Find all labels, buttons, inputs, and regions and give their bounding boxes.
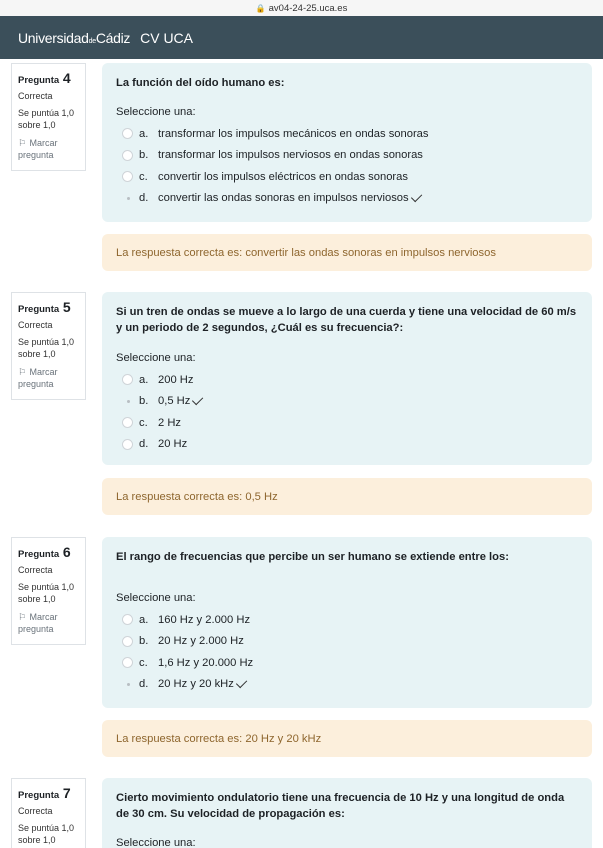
question-formulation (102, 778, 592, 848)
option-text: 20 Hz y 2.000 Hz (158, 635, 244, 648)
lock-icon: 🔒 (255, 3, 266, 13)
browser-url-bar[interactable] (0, 0, 603, 16)
question-info (11, 292, 86, 400)
question-state: Correcta (18, 565, 53, 575)
question-label: Pregunta (18, 304, 60, 315)
correct-check-icon (192, 394, 203, 405)
answer-option-d[interactable] (116, 434, 578, 456)
correct-answer-feedback: La respuesta correcta es: 20 Hz y 20 kHz (102, 720, 592, 757)
radio-button[interactable] (122, 417, 133, 428)
question-label: Pregunta (18, 790, 60, 801)
answer-prompt: Seleccione una: (116, 592, 196, 604)
flag-icon: ⚐ (18, 138, 27, 148)
top-navbar (0, 16, 603, 59)
answer-options (116, 123, 578, 209)
question-info (11, 537, 86, 645)
answer-option-b[interactable] (116, 391, 578, 413)
option-text: transformar los impulsos nerviosos en ondas sonoras (158, 149, 423, 162)
option-letter: b. (139, 635, 149, 648)
question-number-value: 5 (62, 299, 71, 315)
option-text: transformar los impulsos mecánicos en ondas sonoras (158, 127, 429, 140)
answer-option-c[interactable] (116, 166, 578, 188)
option-letter: a. (139, 373, 149, 386)
flag-question-link[interactable] (18, 137, 79, 161)
answer-option-a[interactable] (116, 369, 578, 391)
question-number-value: 6 (62, 544, 71, 560)
answer-option-d[interactable] (116, 188, 578, 210)
option-letter: b. (139, 149, 149, 162)
answer-options (116, 369, 578, 455)
url-text: av04-24-25.uca.es (268, 2, 348, 14)
flag-icon: ⚐ (18, 612, 27, 622)
question-formulation (102, 63, 592, 222)
option-letter: d. (139, 438, 149, 451)
question-number (18, 70, 79, 86)
question-grade: Se puntúa 1,0 sobre 1,0 (18, 337, 75, 359)
answer-prompt: Seleccione una: (116, 106, 196, 118)
question-state: Correcta (18, 806, 53, 816)
question-text: La función del oído humano es: (116, 77, 285, 89)
radio-button[interactable] (122, 150, 133, 161)
radio-button-selected[interactable] (122, 679, 133, 690)
answer-option-c[interactable] (116, 652, 578, 674)
brand-end: Cádiz (95, 29, 131, 46)
radio-button[interactable] (122, 374, 133, 385)
question-formulation (102, 292, 592, 465)
correct-check-icon (411, 191, 422, 202)
flag-icon: ⚐ (18, 367, 27, 377)
option-text: 20 Hz y 20 kHz (158, 678, 234, 691)
answer-option-b[interactable] (116, 145, 578, 167)
question-info (11, 778, 86, 848)
flag-label: Marcar pregunta (18, 138, 58, 160)
answer-options (116, 609, 578, 695)
answer-option-a[interactable] (116, 609, 578, 631)
option-text: 2 Hz (158, 416, 182, 429)
option-text: 160 Hz y 2.000 Hz (158, 613, 251, 626)
radio-button-selected[interactable] (122, 396, 133, 407)
option-letter: b. (139, 395, 149, 408)
question-text: Cierto movimiento ondulatorio tiene una frecuencia de 10 Hz y una longitud de onda de 30 cm. Su velocidad de propagación es: (116, 792, 565, 820)
correct-check-icon (236, 677, 247, 688)
question-number-value: 4 (62, 70, 71, 86)
question-label: Pregunta (18, 75, 60, 86)
option-letter: c. (139, 656, 148, 669)
option-letter: d. (139, 192, 149, 205)
question-text: Si un tren de ondas se mueve a lo largo de una cuerda y tiene una velocidad de 60 m/s y un periodo de 2 segundos, ¿Cuál es su frecuencia?: (116, 306, 577, 334)
question-number (18, 544, 79, 560)
radio-button-selected[interactable] (122, 193, 133, 204)
option-letter: a. (139, 127, 149, 140)
question-text: El rango de frecuencias que percibe un ser humano se extiende entre los: (116, 551, 509, 563)
option-letter: a. (139, 613, 149, 626)
correct-answer-feedback: La respuesta correcta es: convertir las ondas sonoras en impulsos nerviosos (102, 234, 592, 271)
flag-label: Marcar pregunta (18, 367, 58, 389)
radio-button[interactable] (122, 614, 133, 625)
question-info (11, 63, 86, 171)
question-state: Correcta (18, 91, 53, 101)
question-grade: Se puntúa 1,0 sobre 1,0 (18, 582, 75, 604)
radio-button[interactable] (122, 439, 133, 450)
answer-option-c[interactable] (116, 412, 578, 434)
answer-option-a[interactable] (116, 123, 578, 145)
university-logo[interactable] (18, 30, 130, 46)
radio-button[interactable] (122, 636, 133, 647)
flag-label: Marcar pregunta (18, 612, 58, 634)
radio-button[interactable] (122, 171, 133, 182)
brand-de: de (88, 37, 96, 45)
option-text: 0,5 Hz (158, 395, 191, 408)
radio-button[interactable] (122, 128, 133, 139)
site-name[interactable]: CV UCA (140, 29, 194, 46)
question-state: Correcta (18, 320, 53, 330)
answer-option-d[interactable] (116, 674, 578, 696)
question-grade: Se puntúa 1,0 sobre 1,0 (18, 823, 75, 845)
question-number-value: 7 (62, 785, 71, 801)
correct-answer-feedback: La respuesta correcta es: 0,5 Hz (102, 478, 592, 515)
radio-button[interactable] (122, 657, 133, 668)
brand-main: Universidad (18, 29, 89, 46)
option-letter: d. (139, 678, 149, 691)
option-text: convertir los impulsos eléctricos en ondas sonoras (158, 170, 408, 183)
option-text: 1,6 Hz y 20.000 Hz (158, 656, 254, 669)
question-grade: Se puntúa 1,0 sobre 1,0 (18, 108, 75, 130)
flag-question-link[interactable] (18, 611, 79, 635)
option-text: 20 Hz (158, 438, 188, 451)
question-label: Pregunta (18, 549, 60, 560)
option-letter: c. (139, 170, 148, 183)
option-text: convertir las ondas sonoras en impulsos nerviosos (158, 192, 409, 205)
question-number (18, 299, 79, 315)
answer-prompt: Seleccione una: (116, 352, 196, 364)
answer-option-b[interactable] (116, 631, 578, 653)
option-text: 200 Hz (158, 373, 194, 386)
flag-question-link[interactable] (18, 366, 79, 390)
option-letter: c. (139, 416, 148, 429)
question-number (18, 785, 79, 801)
answer-prompt: Seleccione una: (116, 837, 196, 848)
question-formulation (102, 537, 592, 708)
